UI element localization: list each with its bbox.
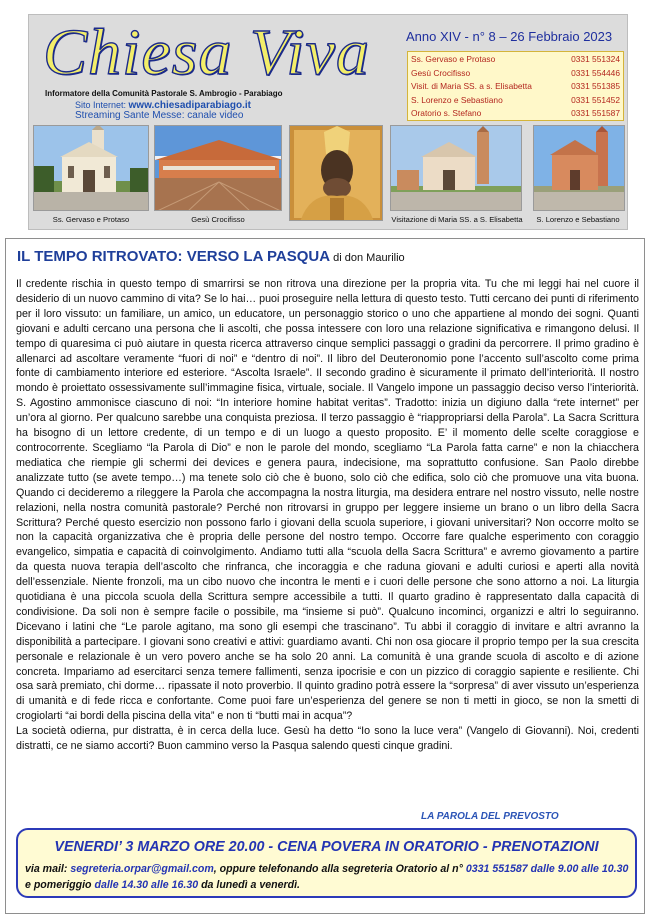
photo-lorenzo-sebastiano: [533, 125, 625, 229]
church-photos: [33, 125, 625, 229]
article-signature: LA PAROLA DEL PREVOSTO: [421, 811, 559, 822]
photo-caption: Ss. Gervaso e Protaso: [52, 215, 130, 224]
contact-row: [411, 67, 620, 81]
event-hours: dalle 14.30 alle 16.30: [94, 879, 199, 891]
contact-row: [411, 94, 620, 108]
article-title: IL TEMPO RITROVATO: VERSO LA PASQUA: [17, 248, 331, 265]
event-text-c: e pomeriggio: [25, 879, 95, 891]
masthead-header: [28, 14, 628, 230]
streaming-link[interactable]: Streaming Sante Messe: canale video: [75, 110, 244, 121]
saint-image: [289, 125, 383, 221]
contact-name: S. Lorenzo e Sebastiano: [411, 94, 503, 105]
photo-saint-bust: [289, 125, 383, 229]
event-phone: 0331 551587 dalle 9.00 alle 10.30: [465, 863, 629, 875]
contact-phone: 0331 551324: [571, 54, 620, 64]
article-paragraph: La società odierna, pur distratta, è in cerca della luce. Gesù ha detto “Io sono la luce vera” (Vangelo di Giovanni). Noi, credenti distratti, ce ne siamo accorti? Buon cammino verso la Pasqua salendo questi cinque gradini.: [16, 725, 639, 753]
article-headline: [17, 248, 617, 266]
article-byline: di don Maurilio: [330, 252, 405, 264]
article-box: [5, 238, 645, 914]
event-banner: [16, 828, 637, 898]
subtitle: Informatore della Comunità Pastorale S. Ambrogio - Parabiago: [45, 89, 283, 98]
contact-phone: 0331 551452: [571, 94, 620, 105]
event-text-a: via mail:: [25, 863, 71, 875]
website-link[interactable]: www.chiesadiparabiago.it: [128, 100, 251, 111]
event-email-link[interactable]: segreteria.orpar@gmail.com: [70, 863, 214, 875]
contact-row: [411, 53, 620, 67]
photo-gesu-crocifisso: [154, 125, 282, 229]
event-text-d: da lunedì a venerdì.: [198, 879, 300, 891]
church-image: [533, 125, 625, 211]
contact-phone: 0331 554446: [571, 67, 620, 78]
church-image: [390, 125, 522, 211]
church-image: [154, 125, 282, 211]
contact-name: Gesù Crocifisso: [411, 67, 471, 78]
photo-gervaso-protaso: [33, 125, 149, 229]
contacts-box: [407, 51, 624, 121]
event-details: [25, 861, 630, 893]
photo-visitazione: [390, 125, 528, 229]
church-image: [33, 125, 149, 211]
event-title: VENERDI’ 3 MARZO ORE 20.00 - CENA POVERA IN ORATORIO - PRENOTAZIONI: [54, 839, 599, 855]
photo-caption: Visitazione di Maria SS. a S. Elisabetta: [391, 215, 523, 224]
article-body: [16, 277, 639, 754]
contact-row: [411, 80, 620, 94]
contact-name: Visit. di Maria SS. a s. Elisabetta: [411, 81, 532, 92]
article-paragraph: Il credente rischia in questo tempo di smarrirsi se non ritrova una direzione per la propria vita. Tu che mi leggi hai nel cuore il desiderio di un nuovo cammino di vita? Se lo hai… puoi proseguire nella lettura di questo testo. Tutti cercano dei punti di riferimento per il loro vissuto: un familiare, un amico, un educatore, un personaggio storico o uno che appartiene al mondo dei sogni. Quanti giovani e adulti cercano una persona che li ascolti, che possa intessere con loro una relazione significativa e rimangono delusi. Il tempo di quaresima ci può aiutare in questa ricerca attraverso cinque semplici passaggi o gradini da percorrere. Il primo gradino è allenarci ad ascoltare veramente “fuori di noi” e “dentro di noi”. Il libro del Deuteronomio pone l’accento sull’ascolto come prima fonte di cambiamento interiore ed esteriore. “Ascolta Israele”. Il secondo gradino è sicuramente il primato dell’interiorità. Il nostro mondo è proiettato ossessivamente sull’immagine fisica, virtuale, sociale. Il Vangelo impone un passaggio deciso verso l’interiorità. S. Agostino ammonisce ciascuno di noi: “In interiore homine habitat veritas”. Tradotto: inizia un digiuno dalla “rete internet” per un’ora al giorno. Per qualcuno sarebbe una conquista preziosa. Il terzo passaggio è “riappropriarsi della Parola”. La Sacra Scrittura ha bisogno di un lettore credente, di un tempo e di un luogo a questo proposito. E’ il momento delle scelte coraggiose e controcorrente. Scegliamo “la Parola di Dio” e non le parole del mondo, scegliamo “La Parola fatta carne” e non la chiacchera mediatica che riempie gli schermi dei devices e genera paura, indecisione, ma soprattutto confusione. San Paolo direbbe analizzate tutto (se avete tempo…) ma tenete solo ciò che è buono, solo ciò che edifica, solo ciò che promuove una vita buona. Quando ci decideremo a rileggere la Parola che accompagna la nostra liturgia, ma desidera entrare nel nostro vissuto, nelle nostre relazioni, nella nostra comunità pastorale? Perché non ritrovarsi in gruppo per leggere insieme un brano o un libro della Sacra Scrittura? Perché questo esercizio non possono farlo i giovani della scuola superiore, i giovani universitari? Non occorre molto se non la capacità organizzativa che è propria delle persone del nostro tempo. Occorre fare qualche esperimento con coraggio evangelico, simpatia e capacità di coinvolgimento. Andiamo tutti alla “scuola della Sacra Scrittura” e avremo giovamento a partire da questa nuova terapia dell’ascolto che rinfranca, che incoraggia e che raduna giovani e adulti curiosi e aperti alla novità dell’essenziale. Niente fronzoli, ma un cibo nuovo che incontra le menti e i cuori delle persone che sono attorno a noi. La liturgia quotidiana è una piccola scuola della Scrittura sempre accessibile a tutti. Il quarto gradino è rappresentato dalla capacità di condivisione. Da soli non è sempre facile o possibile, ma “insieme si può”. Qualcuno incominci, organizzi e altri lo seguiranno. Dicevano i latini che “Le parole agitano, ma sono gli esempi che trascinano”. Tu abbi il coraggio di invitare e altri avranno la disponibilità a partecipare. I giovani sono creativi e attivi: guardiamo avanti. Chi non osa giocare il proprio tempo per la sua crescita personale e relazionale è un vero povero anche se ha solo 20 anni. La comunità è una grande scuola di ascolto e di azione concreta. Impariamo ad esercitarci senza temere fallimenti, senza ipocrisie e con un pizzico di coraggio sapiente e resiliente. Chi osa sarà premiato, chi dorme… ripassate il noto proverbio. Il quinto gradino potrà essere la “sorpresa” di aver vissuto un’esperienza di umanità e di fede ricca e confortante. Come puoi fare un’esperienza del genere se non ti metti in gioco, se non la smetti di crogiolarti “ai bordi della piscina della vita” e non ti “butti mai in acqua”?: [16, 278, 639, 723]
photo-caption: Gesù Crocifisso: [191, 215, 245, 224]
event-text-b: , oppure telefonando alla segreteria Oratorio al n°: [213, 863, 466, 875]
contact-row: [411, 107, 620, 121]
contact-name: Ss. Gervaso e Protaso: [411, 54, 496, 64]
photo-caption: S. Lorenzo e Sebastiano: [536, 215, 620, 224]
website-line: [75, 101, 315, 110]
website-label: Sito Internet:: [75, 100, 129, 110]
issue-info: Anno XIV - n° 8 – 26 Febbraio 2023: [406, 29, 613, 44]
contact-phone: 0331 551587: [571, 108, 620, 119]
contact-name: Oratorio s. Stefano: [411, 108, 482, 119]
masthead-title: Chiesa Viva: [43, 16, 370, 89]
contact-phone: 0331 551385: [571, 81, 620, 92]
